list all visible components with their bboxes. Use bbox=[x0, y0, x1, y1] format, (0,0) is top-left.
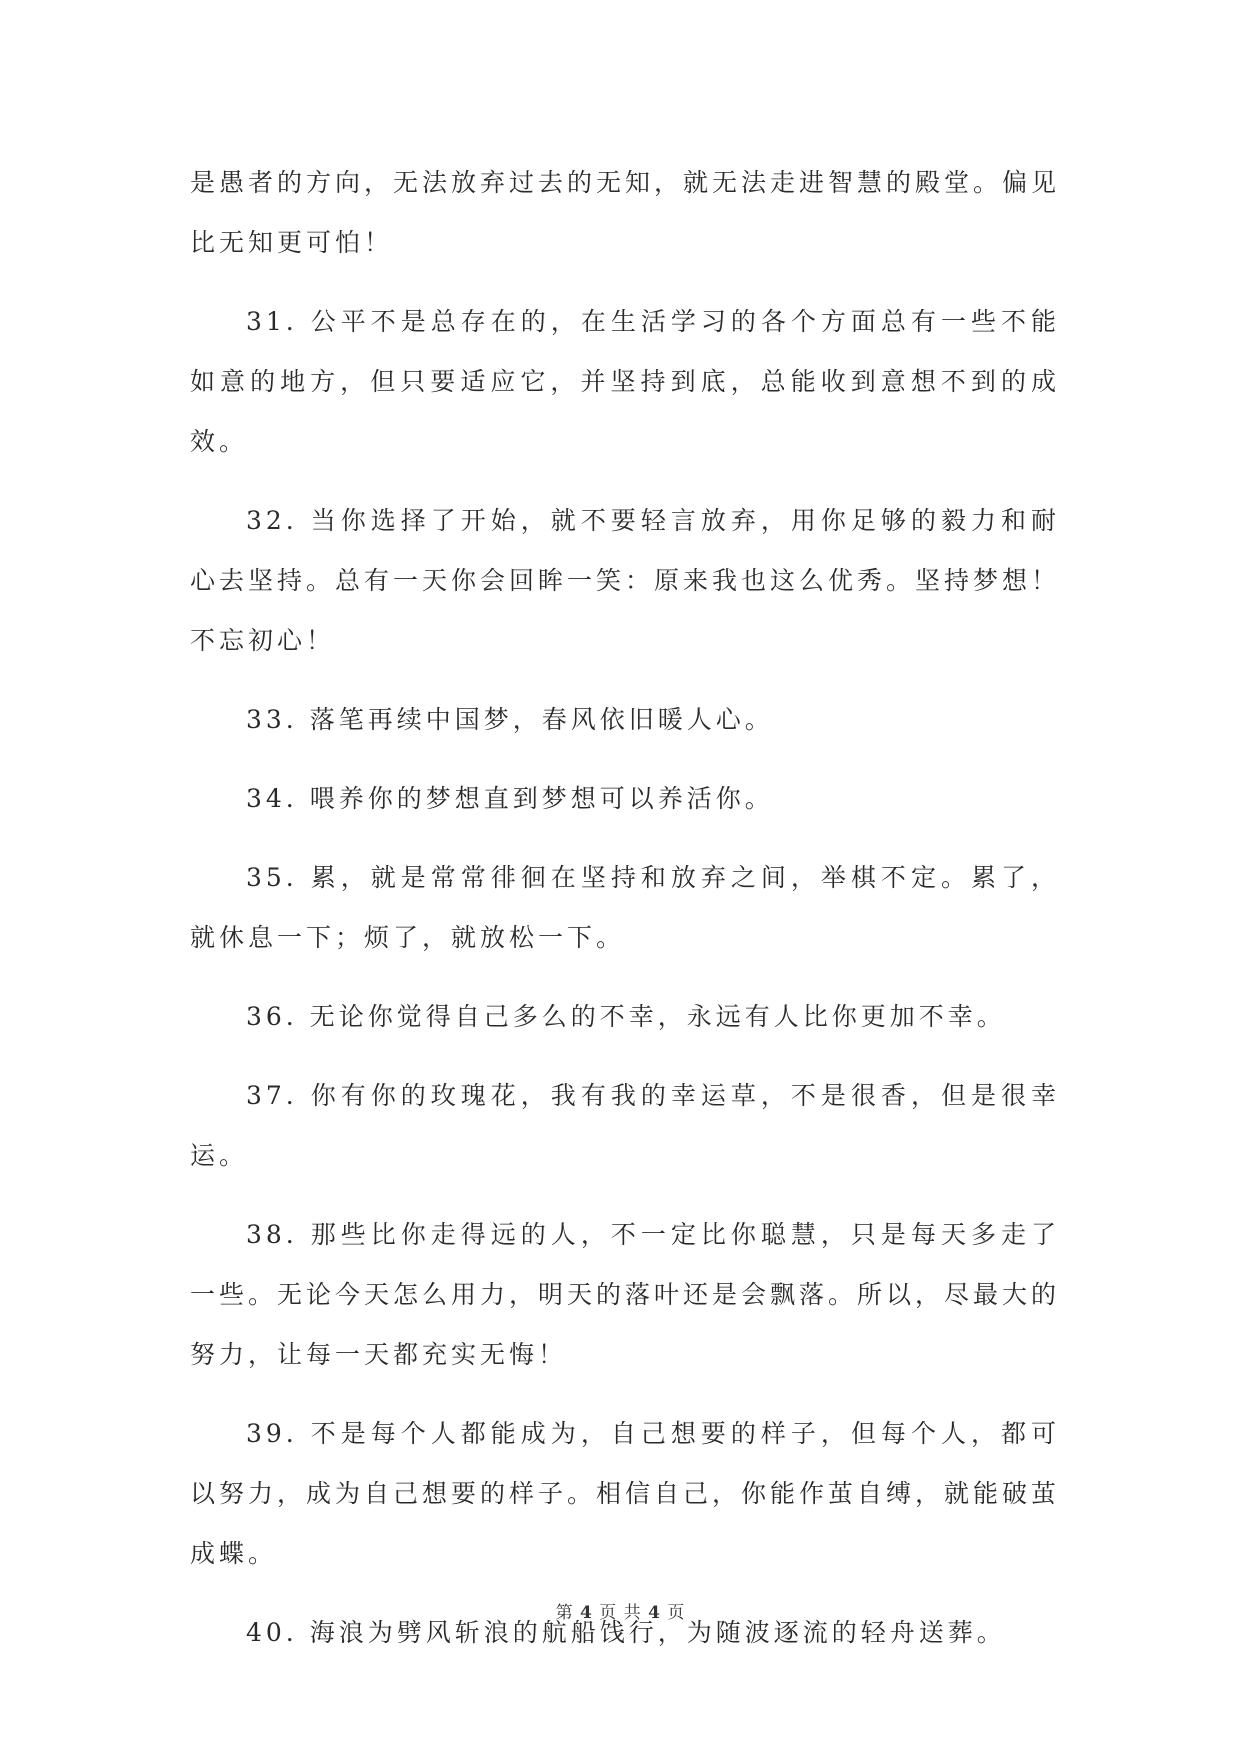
paragraph-item-34: 34. 喂养你的梦想直到梦想可以养活你。 bbox=[246, 784, 774, 813]
paragraph-item-39: 39. 不是每个人都能成为，自己想要的样子，但每个人，都可以努力，成为自己想要的样子。相信自己，你能作茧自缚，就能破茧成蝶。 bbox=[190, 1419, 1061, 1568]
paragraph-item-35: 35. 累，就是常常徘徊在坚持和放弃之间，举棋不定。累了，就休息一下；烦了，就放松一下。 bbox=[190, 863, 1060, 952]
paragraph-item-40: 40. 海浪为劈风斩浪的航船饯行，为随波逐流的轻舟送葬。 bbox=[246, 1618, 1006, 1647]
paragraph-continuation: 是愚者的方向，无法放弃过去的无知，就无法走进智慧的殿堂。偏见比无知更可怕！ bbox=[190, 168, 1061, 257]
footer-middle: 页 共 bbox=[599, 1603, 642, 1623]
paragraph-item-31: 31. 公平不是总存在的，在生活学习的各个方面总有一些不能如意的地方，但只要适应它，并坚持到底，总能收到意想不到的成效。 bbox=[190, 307, 1060, 456]
paragraph-item-33: 33. 落笔再续中国梦，春风依旧暖人心。 bbox=[246, 705, 774, 734]
page-footer bbox=[0, 1598, 1241, 1623]
footer-suffix: 页 bbox=[667, 1603, 686, 1623]
paragraph-item-37: 37. 你有你的玫瑰花，我有我的幸运草，不是很香，但是很幸运。 bbox=[190, 1081, 1060, 1170]
document-body bbox=[190, 153, 1060, 1682]
footer-prefix: 第 bbox=[555, 1603, 574, 1623]
footer-current-page: 4 bbox=[580, 1603, 593, 1623]
paragraph-item-36: 36. 无论你觉得自己多么的不幸，永远有人比你更加不幸。 bbox=[246, 1002, 1006, 1031]
paragraph-item-32: 32. 当你选择了开始，就不要轻言放弃，用你足够的毅力和耐心去坚持。总有一天你会回眸一笑：原来我也这么优秀。坚持梦想！不忘初心！ bbox=[190, 506, 1061, 655]
paragraph-item-38: 38. 那些比你走得远的人，不一定比你聪慧，只是每天多走了一些。无论今天怎么用力，明天的落叶还是会飘落。所以，尽最大的努力，让每一天都充实无悔！ bbox=[190, 1220, 1061, 1369]
footer-total-pages: 4 bbox=[648, 1603, 661, 1623]
